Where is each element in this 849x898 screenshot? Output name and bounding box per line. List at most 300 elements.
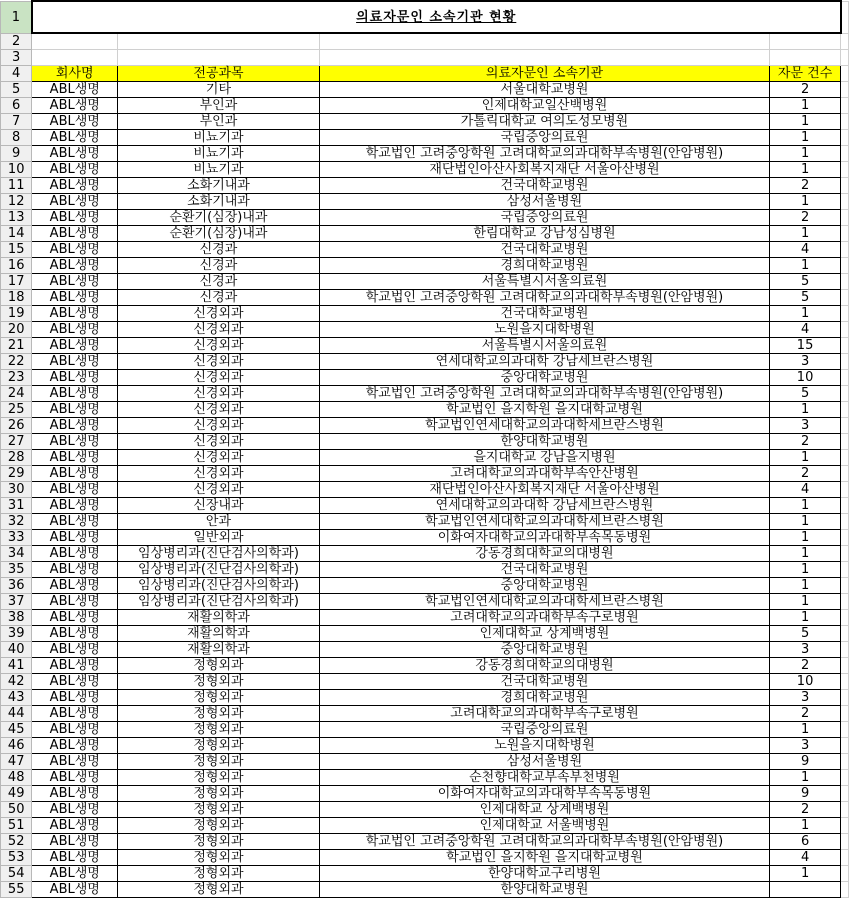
cell-company[interactable]: ABL생명 xyxy=(32,722,118,738)
cell-institution[interactable]: 재단법인아산사회복지재단 서울아산병원 xyxy=(319,162,769,178)
cell-institution[interactable]: 이화여자대학교의과대학부속목동병원 xyxy=(319,786,769,802)
cell-specialty[interactable]: 비뇨기과 xyxy=(118,146,320,162)
row-header-35[interactable]: 35 xyxy=(1,562,32,578)
header-specialty[interactable]: 전공과목 xyxy=(118,66,320,82)
cell-company[interactable]: ABL생명 xyxy=(32,434,118,450)
cell-count[interactable]: 2 xyxy=(770,658,841,674)
cell-institution[interactable]: 이화여자대학교의과대학부속목동병원 xyxy=(319,530,769,546)
table-row xyxy=(1,82,849,98)
row-header-33[interactable]: 33 xyxy=(1,530,32,546)
cell-specialty[interactable]: 신경외과 xyxy=(118,338,320,354)
cell-count[interactable]: 3 xyxy=(770,690,841,706)
cell-specialty[interactable]: 재활의학과 xyxy=(118,610,320,626)
row-header-19[interactable]: 19 xyxy=(1,306,32,322)
header-row xyxy=(1,66,849,82)
cell-company[interactable]: ABL생명 xyxy=(32,338,118,354)
cell-company[interactable]: ABL생명 xyxy=(32,498,118,514)
table-row xyxy=(1,98,849,114)
row-header-36[interactable]: 36 xyxy=(1,578,32,594)
header-count[interactable]: 자문 건수 xyxy=(770,66,841,82)
cell-company[interactable]: ABL생명 xyxy=(32,738,118,754)
row-header-55[interactable]: 55 xyxy=(1,882,32,898)
row-header-34[interactable]: 34 xyxy=(1,546,32,562)
cell-institution[interactable]: 서울특별시서울의료원 xyxy=(319,338,769,354)
table-row xyxy=(1,706,849,722)
cell-company[interactable]: ABL생명 xyxy=(32,786,118,802)
cell-institution[interactable]: 인제대학교 서울백병원 xyxy=(319,818,769,834)
row-header-16[interactable]: 16 xyxy=(1,258,32,274)
cell-count[interactable]: 5 xyxy=(770,386,841,402)
cell-count[interactable]: 2 xyxy=(770,178,841,194)
cell-specialty[interactable]: 순환기(심장)내과 xyxy=(118,210,320,226)
cell-institution[interactable]: 연세대학교의과대학 강남세브란스병원 xyxy=(319,354,769,370)
cell-count[interactable]: 3 xyxy=(770,354,841,370)
cell-company[interactable]: ABL생명 xyxy=(32,578,118,594)
row-header-48[interactable]: 48 xyxy=(1,770,32,786)
cell-company[interactable]: ABL생명 xyxy=(32,402,118,418)
cell-specialty[interactable]: 신경과 xyxy=(118,258,320,274)
cell-count[interactable]: 6 xyxy=(770,834,841,850)
cell-institution[interactable]: 재단법인아산사회복지재단 서울아산병원 xyxy=(319,482,769,498)
cell-specialty[interactable]: 정형외과 xyxy=(118,690,320,706)
table-row xyxy=(1,370,849,386)
row-header-38[interactable]: 38 xyxy=(1,610,32,626)
cell-count[interactable]: 1 xyxy=(770,146,841,162)
row-header-39[interactable]: 39 xyxy=(1,626,32,642)
cell-company[interactable]: ABL생명 xyxy=(32,466,118,482)
row-header-18[interactable]: 18 xyxy=(1,290,32,306)
cell-institution[interactable]: 강동경희대학교의대병원 xyxy=(319,546,769,562)
row-header-3[interactable]: 3 xyxy=(1,50,32,66)
table-row xyxy=(1,338,849,354)
cell-company[interactable]: ABL생명 xyxy=(32,354,118,370)
row-header-2[interactable]: 2 xyxy=(1,33,32,50)
cell-specialty[interactable]: 정형외과 xyxy=(118,866,320,882)
cell-specialty[interactable]: 신경과 xyxy=(118,290,320,306)
cell-specialty[interactable]: 정형외과 xyxy=(118,770,320,786)
row-header-32[interactable]: 32 xyxy=(1,514,32,530)
cell-count[interactable]: 2 xyxy=(770,706,841,722)
row-header-12[interactable]: 12 xyxy=(1,194,32,210)
cell-count[interactable]: 3 xyxy=(770,418,841,434)
cell-institution[interactable]: 인제대학교일산백병원 xyxy=(319,98,769,114)
cell-specialty[interactable]: 정형외과 xyxy=(118,706,320,722)
cell-specialty[interactable]: 정형외과 xyxy=(118,738,320,754)
cell-specialty[interactable]: 신경과 xyxy=(118,274,320,290)
cell-specialty[interactable]: 정형외과 xyxy=(118,818,320,834)
row-header-30[interactable]: 30 xyxy=(1,482,32,498)
cell-company[interactable]: ABL생명 xyxy=(32,418,118,434)
cell-company[interactable]: ABL생명 xyxy=(32,114,118,130)
cell-specialty[interactable]: 신경외과 xyxy=(118,370,320,386)
cell-specialty[interactable]: 임상병리과(진단검사의학과) xyxy=(118,594,320,610)
cell-specialty[interactable]: 신장내과 xyxy=(118,498,320,514)
cell-specialty[interactable]: 신경외과 xyxy=(118,354,320,370)
cell-count[interactable]: 4 xyxy=(770,322,841,338)
cell-company[interactable]: ABL생명 xyxy=(32,82,118,98)
cell-count[interactable]: 3 xyxy=(770,738,841,754)
cell-count[interactable]: 1 xyxy=(770,818,841,834)
row-header-43[interactable]: 43 xyxy=(1,690,32,706)
cell-company[interactable]: ABL생명 xyxy=(32,146,118,162)
table-row xyxy=(1,882,849,898)
cell-company[interactable]: ABL생명 xyxy=(32,274,118,290)
cell-company[interactable]: ABL생명 xyxy=(32,162,118,178)
cell-institution[interactable]: 한양대학교병원 xyxy=(319,882,769,898)
row-header-52[interactable]: 52 xyxy=(1,834,32,850)
cell-institution[interactable]: 서울특별시서울의료원 xyxy=(319,274,769,290)
cell-count[interactable]: 5 xyxy=(770,626,841,642)
row-header-41[interactable]: 41 xyxy=(1,658,32,674)
cell-institution[interactable]: 건국대학교병원 xyxy=(319,562,769,578)
cell-specialty[interactable]: 비뇨기과 xyxy=(118,130,320,146)
cell-count[interactable]: 9 xyxy=(770,786,841,802)
row-header-29[interactable]: 29 xyxy=(1,466,32,482)
table-row xyxy=(1,594,849,610)
row-header-1[interactable]: 1 xyxy=(1,1,32,33)
cell-company[interactable]: ABL생명 xyxy=(32,690,118,706)
cell-institution[interactable]: 학교법인 고려중앙학원 고려대학교의과대학부속병원(안암병원) xyxy=(319,290,769,306)
cell-count[interactable]: 9 xyxy=(770,754,841,770)
row-header-40[interactable]: 40 xyxy=(1,642,32,658)
cell-count[interactable]: 4 xyxy=(770,850,841,866)
cell-institution[interactable]: 학교법인 을지학원 을지대학교병원 xyxy=(319,402,769,418)
cell-specialty[interactable]: 정형외과 xyxy=(118,658,320,674)
cell-count[interactable]: 1 xyxy=(770,562,841,578)
cell-institution[interactable]: 국립중앙의료원 xyxy=(319,722,769,738)
cell-institution[interactable]: 강동경희대학교의대병원 xyxy=(319,658,769,674)
cell-count[interactable]: 5 xyxy=(770,274,841,290)
table-row xyxy=(1,434,849,450)
table-row xyxy=(1,578,849,594)
cell-specialty[interactable]: 임상병리과(진단검사의학과) xyxy=(118,578,320,594)
cell-specialty[interactable]: 소화기내과 xyxy=(118,194,320,210)
cell-specialty[interactable]: 정형외과 xyxy=(118,850,320,866)
row-header-22[interactable]: 22 xyxy=(1,354,32,370)
table-row xyxy=(1,738,849,754)
cell-institution[interactable]: 을지대학교 강남을지병원 xyxy=(319,450,769,466)
row-header-53[interactable]: 53 xyxy=(1,850,32,866)
cell-institution[interactable]: 건국대학교병원 xyxy=(319,178,769,194)
cell-specialty[interactable]: 정형외과 xyxy=(118,722,320,738)
cell-institution[interactable]: 노원을지대학병원 xyxy=(319,738,769,754)
header-institution[interactable]: 의료자문인 소속기관 xyxy=(319,66,769,82)
cell-institution[interactable]: 한림대학교 강남성심병원 xyxy=(319,226,769,242)
cell-institution[interactable]: 중앙대학교병원 xyxy=(319,370,769,386)
cell-company[interactable]: ABL생명 xyxy=(32,226,118,242)
row-header-49[interactable]: 49 xyxy=(1,786,32,802)
row-header-44[interactable]: 44 xyxy=(1,706,32,722)
cell-company[interactable]: ABL생명 xyxy=(32,370,118,386)
cell-count[interactable]: 1 xyxy=(770,162,841,178)
cell-institution[interactable]: 건국대학교병원 xyxy=(319,242,769,258)
cell-institution[interactable]: 중앙대학교병원 xyxy=(319,642,769,658)
cell-count[interactable]: 2 xyxy=(770,802,841,818)
cell-specialty[interactable]: 신경외과 xyxy=(118,434,320,450)
cell-company[interactable]: ABL생명 xyxy=(32,194,118,210)
cell-institution[interactable]: 건국대학교병원 xyxy=(319,674,769,690)
cell-count[interactable]: 4 xyxy=(770,482,841,498)
table-row xyxy=(1,210,849,226)
row-header-10[interactable]: 10 xyxy=(1,162,32,178)
table-row xyxy=(1,658,849,674)
table-row xyxy=(1,418,849,434)
cell-company[interactable]: ABL생명 xyxy=(32,242,118,258)
cell-specialty[interactable]: 신경외과 xyxy=(118,450,320,466)
table-row xyxy=(1,178,849,194)
cell-specialty[interactable]: 정형외과 xyxy=(118,834,320,850)
cell-specialty[interactable]: 부인과 xyxy=(118,114,320,130)
row-header-23[interactable]: 23 xyxy=(1,370,32,386)
row-header-26[interactable]: 26 xyxy=(1,418,32,434)
cell-company[interactable]: ABL생명 xyxy=(32,626,118,642)
row-header-46[interactable]: 46 xyxy=(1,738,32,754)
cell-specialty[interactable]: 신경과 xyxy=(118,242,320,258)
table-row xyxy=(1,114,849,130)
cell-company[interactable]: ABL생명 xyxy=(32,562,118,578)
cell-specialty[interactable]: 신경외과 xyxy=(118,386,320,402)
cell-institution[interactable]: 경희대학교병원 xyxy=(319,258,769,274)
cell-institution[interactable]: 한양대학교병원 xyxy=(319,434,769,450)
cell-company[interactable]: ABL생명 xyxy=(32,386,118,402)
cell-institution[interactable]: 노원을지대학병원 xyxy=(319,322,769,338)
cell-count[interactable]: 1 xyxy=(770,402,841,418)
row-header-50[interactable]: 50 xyxy=(1,802,32,818)
cell-institution[interactable]: 학교법인 고려중앙학원 고려대학교의과대학부속병원(안암병원) xyxy=(319,146,769,162)
cell-company[interactable]: ABL생명 xyxy=(32,850,118,866)
table-row xyxy=(1,258,849,274)
table-row xyxy=(1,226,849,242)
cell-company[interactable]: ABL생명 xyxy=(32,882,118,898)
cell-institution[interactable]: 순천향대학교부속부천병원 xyxy=(319,770,769,786)
cell-institution[interactable]: 학교법인 고려중앙학원 고려대학교의과대학부속병원(안암병원) xyxy=(319,834,769,850)
cell-count[interactable]: 1 xyxy=(770,450,841,466)
cell-count[interactable]: 1 xyxy=(770,770,841,786)
cell-company[interactable]: ABL생명 xyxy=(32,514,118,530)
row-header-21[interactable]: 21 xyxy=(1,338,32,354)
cell-count[interactable]: 4 xyxy=(770,242,841,258)
cell-specialty[interactable]: 부인과 xyxy=(118,98,320,114)
row-header-25[interactable]: 25 xyxy=(1,402,32,418)
cell-company[interactable]: ABL생명 xyxy=(32,866,118,882)
cell-company[interactable]: ABL생명 xyxy=(32,642,118,658)
table-row xyxy=(1,562,849,578)
cell-company[interactable]: ABL생명 xyxy=(32,754,118,770)
cell-company[interactable]: ABL생명 xyxy=(32,210,118,226)
cell-institution[interactable]: 연세대학교의과대학 강남세브란스병원 xyxy=(319,498,769,514)
cell-specialty[interactable]: 신경외과 xyxy=(118,418,320,434)
cell-company[interactable]: ABL생명 xyxy=(32,290,118,306)
cell-specialty[interactable]: 임상병리과(진단검사의학과) xyxy=(118,546,320,562)
cell-company[interactable]: ABL생명 xyxy=(32,530,118,546)
cell-institution[interactable]: 고려대학교의과대학부속안산병원 xyxy=(319,466,769,482)
cell-company[interactable]: ABL생명 xyxy=(32,98,118,114)
header-company[interactable]: 회사명 xyxy=(32,66,118,82)
cell-count[interactable]: 1 xyxy=(770,610,841,626)
row-header-24[interactable]: 24 xyxy=(1,386,32,402)
cell-specialty[interactable]: 정형외과 xyxy=(118,674,320,690)
cell-count[interactable]: 1 xyxy=(770,498,841,514)
cell-company[interactable]: ABL생명 xyxy=(32,546,118,562)
cell-count[interactable]: 2 xyxy=(770,210,841,226)
row-header-20[interactable]: 20 xyxy=(1,322,32,338)
row-header-11[interactable]: 11 xyxy=(1,178,32,194)
row-header-42[interactable]: 42 xyxy=(1,674,32,690)
cell-specialty[interactable]: 비뇨기과 xyxy=(118,162,320,178)
cell-institution[interactable]: 고려대학교의과대학부속구로병원 xyxy=(319,706,769,722)
row-header-27[interactable]: 27 xyxy=(1,434,32,450)
cell-count[interactable]: 1 xyxy=(770,866,841,882)
cell-count[interactable]: 1 xyxy=(770,546,841,562)
cell-count[interactable]: 2 xyxy=(770,466,841,482)
table-row xyxy=(1,482,849,498)
cell-count[interactable]: 1 xyxy=(770,722,841,738)
sheet-title[interactable]: 의료자문인 소속기관 현황 xyxy=(32,1,841,33)
cell-company[interactable]: ABL생명 xyxy=(32,322,118,338)
cell-count[interactable]: 1 xyxy=(770,578,841,594)
cell-company[interactable]: ABL생명 xyxy=(32,450,118,466)
cell-company[interactable]: ABL생명 xyxy=(32,306,118,322)
row-header-8[interactable]: 8 xyxy=(1,130,32,146)
row-header-4[interactable]: 4 xyxy=(1,66,32,82)
cell-count[interactable]: 2 xyxy=(770,82,841,98)
table-row xyxy=(1,386,849,402)
cell-institution[interactable]: 중앙대학교병원 xyxy=(319,578,769,594)
table-row xyxy=(1,834,849,850)
table-row xyxy=(1,162,849,178)
cell-company[interactable]: ABL생명 xyxy=(32,770,118,786)
cell-count[interactable]: 15 xyxy=(770,338,841,354)
row-header-6[interactable]: 6 xyxy=(1,98,32,114)
cell-count[interactable]: 1 xyxy=(770,306,841,322)
cell-count[interactable]: 1 xyxy=(770,514,841,530)
cell-institution[interactable]: 경희대학교병원 xyxy=(319,690,769,706)
row-header-45[interactable]: 45 xyxy=(1,722,32,738)
cell-count[interactable]: 1 xyxy=(770,194,841,210)
table-row xyxy=(1,242,849,258)
cell-company[interactable]: ABL생명 xyxy=(32,258,118,274)
cell-company[interactable]: ABL생명 xyxy=(32,674,118,690)
cell-specialty[interactable]: 소화기내과 xyxy=(118,178,320,194)
cell-specialty[interactable]: 순환기(심장)내과 xyxy=(118,226,320,242)
cell-company[interactable]: ABL생명 xyxy=(32,130,118,146)
cell-count[interactable]: 2 xyxy=(770,434,841,450)
cell-institution[interactable]: 삼성서울병원 xyxy=(319,194,769,210)
row-header-9[interactable]: 9 xyxy=(1,146,32,162)
cell-institution[interactable]: 가톨릭대학교 여의도성모병원 xyxy=(319,114,769,130)
row-header-54[interactable]: 54 xyxy=(1,866,32,882)
cell-institution[interactable]: 학교법인 고려중앙학원 고려대학교의과대학부속병원(안암병원) xyxy=(319,386,769,402)
cell-institution[interactable]: 학교법인 을지학원 을지대학교병원 xyxy=(319,850,769,866)
table-row xyxy=(1,802,849,818)
cell-company[interactable]: ABL생명 xyxy=(32,594,118,610)
cell-count[interactable]: 1 xyxy=(770,530,841,546)
cell-company[interactable]: ABL생명 xyxy=(32,818,118,834)
cell-count[interactable]: 1 xyxy=(770,114,841,130)
table-row xyxy=(1,818,849,834)
cell-institution[interactable]: 고려대학교의과대학부속구로병원 xyxy=(319,610,769,626)
cell-count[interactable]: 5 xyxy=(770,290,841,306)
cell-specialty[interactable]: 재활의학과 xyxy=(118,626,320,642)
cell-institution[interactable]: 국립중앙의료원 xyxy=(319,210,769,226)
cell-institution[interactable]: 삼성서울병원 xyxy=(319,754,769,770)
cell-count[interactable]: 1 xyxy=(770,594,841,610)
cell-specialty[interactable]: 임상병리과(진단검사의학과) xyxy=(118,562,320,578)
cell-specialty[interactable]: 정형외과 xyxy=(118,882,320,898)
row-header-13[interactable]: 13 xyxy=(1,210,32,226)
row-header-28[interactable]: 28 xyxy=(1,450,32,466)
cell-specialty[interactable]: 신경외과 xyxy=(118,322,320,338)
cell-company[interactable]: ABL생명 xyxy=(32,610,118,626)
cell-count[interactable]: 10 xyxy=(770,674,841,690)
cell-company[interactable]: ABL생명 xyxy=(32,482,118,498)
row-header-14[interactable]: 14 xyxy=(1,226,32,242)
cell-company[interactable]: ABL생명 xyxy=(32,178,118,194)
cell-specialty[interactable]: 정형외과 xyxy=(118,786,320,802)
cell-specialty[interactable]: 재활의학과 xyxy=(118,642,320,658)
cell-count[interactable]: 1 xyxy=(770,258,841,274)
cell-institution[interactable]: 학교법인연세대학교의과대학세브란스병원 xyxy=(319,418,769,434)
cell-institution[interactable]: 건국대학교병원 xyxy=(319,306,769,322)
cell-count[interactable]: 1 xyxy=(770,98,841,114)
cell-institution[interactable]: 한양대학교구리병원 xyxy=(319,866,769,882)
row-header-37[interactable]: 37 xyxy=(1,594,32,610)
cell-count[interactable]: 1 xyxy=(770,130,841,146)
cell-institution[interactable]: 인제대학교 상계백병원 xyxy=(319,802,769,818)
cell-specialty[interactable]: 신경외과 xyxy=(118,306,320,322)
cell-count[interactable]: 10 xyxy=(770,370,841,386)
cell-specialty[interactable]: 안과 xyxy=(118,514,320,530)
table-row xyxy=(1,626,849,642)
table-row xyxy=(1,754,849,770)
row-header-5[interactable]: 5 xyxy=(1,82,32,98)
cell-count[interactable] xyxy=(770,882,841,898)
row-header-51[interactable]: 51 xyxy=(1,818,32,834)
cell-company[interactable]: ABL생명 xyxy=(32,706,118,722)
table-row xyxy=(1,850,849,866)
row-header-17[interactable]: 17 xyxy=(1,274,32,290)
row-header-15[interactable]: 15 xyxy=(1,242,32,258)
table-row xyxy=(1,722,849,738)
table-row xyxy=(1,306,849,322)
table-row xyxy=(1,610,849,626)
cell-specialty[interactable]: 정형외과 xyxy=(118,802,320,818)
cell-count[interactable]: 1 xyxy=(770,226,841,242)
cell-institution[interactable]: 학교법인연세대학교의과대학세브란스병원 xyxy=(319,514,769,530)
table-row xyxy=(1,354,849,370)
cell-specialty[interactable]: 신경외과 xyxy=(118,466,320,482)
cell-institution[interactable]: 국립중앙의료원 xyxy=(319,130,769,146)
cell-specialty[interactable]: 일반외과 xyxy=(118,530,320,546)
table-row xyxy=(1,770,849,786)
row-header-31[interactable]: 31 xyxy=(1,498,32,514)
cell-institution[interactable]: 서울대학교병원 xyxy=(319,82,769,98)
table-row xyxy=(1,498,849,514)
cell-specialty[interactable]: 정형외과 xyxy=(118,754,320,770)
cell-specialty[interactable]: 신경외과 xyxy=(118,402,320,418)
cell-count[interactable]: 3 xyxy=(770,642,841,658)
cell-company[interactable]: ABL생명 xyxy=(32,834,118,850)
cell-company[interactable]: ABL생명 xyxy=(32,802,118,818)
cell-institution[interactable]: 인제대학교 상계백병원 xyxy=(319,626,769,642)
table-row xyxy=(1,546,849,562)
cell-specialty[interactable]: 기타 xyxy=(118,82,320,98)
cell-company[interactable]: ABL생명 xyxy=(32,658,118,674)
row-header-47[interactable]: 47 xyxy=(1,754,32,770)
cell-specialty[interactable]: 신경외과 xyxy=(118,482,320,498)
cell-institution[interactable]: 학교법인연세대학교의과대학세브란스병원 xyxy=(319,594,769,610)
row-header-7[interactable]: 7 xyxy=(1,114,32,130)
